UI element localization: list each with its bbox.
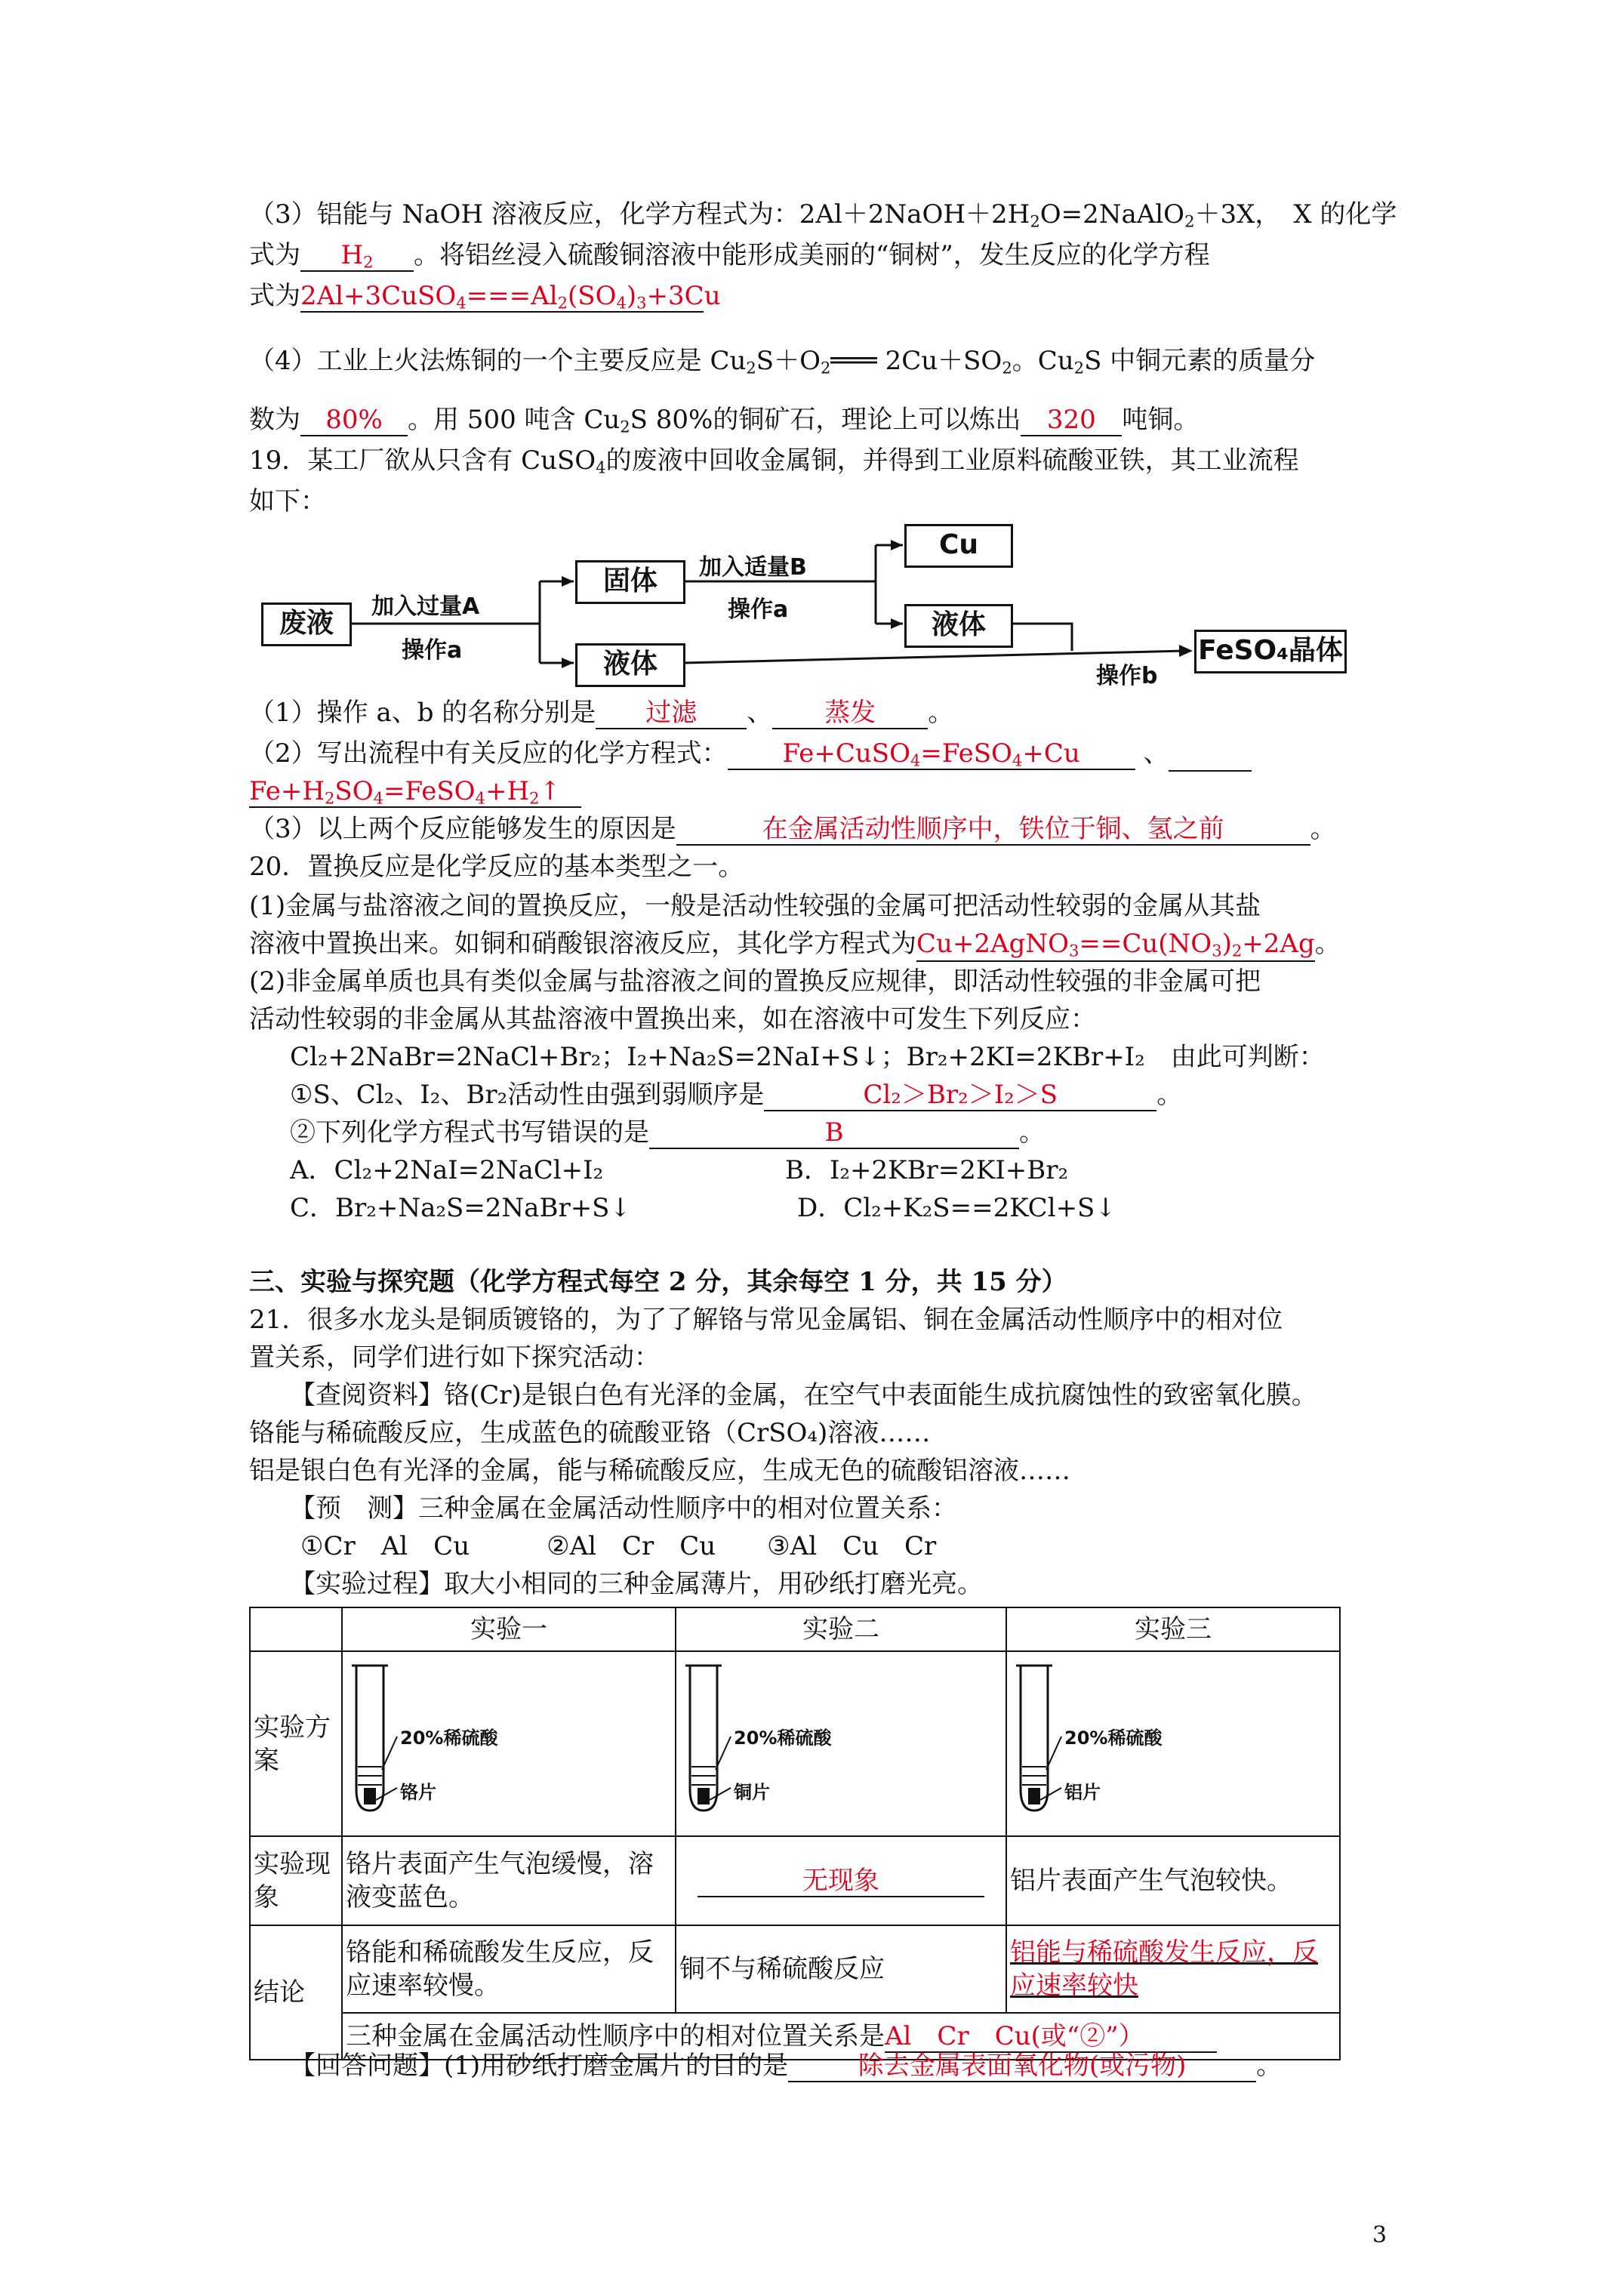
answer-blank: $H_2$ <box>300 240 414 272</box>
conclusion-1: 铬能和稀硫酸发生反应，反应速率较慢。 <box>342 1925 676 2013</box>
flow-op-a-label: 操作a <box>402 637 463 664</box>
answer-blank: 蒸发 <box>772 698 928 729</box>
answer-blank: B <box>649 1117 1019 1149</box>
row-label-plan: 实验方案 <box>250 1651 342 1836</box>
answer-blank: $Cu+2AgNO_3==Cu(NO_3)_2+2Ag$ <box>916 927 1315 962</box>
flow-add-a-label: 加入过量A <box>371 593 480 620</box>
answer-blank: Cl₂＞Br₂＞I₂＞S <box>764 1080 1156 1111</box>
flow-liquid-box: 液体 <box>575 643 685 687</box>
q20-p1-line1: (1)金属与盐溶液之间的置换反应，一般是活动性较强的金属可把活动性较弱的金属从其盐 <box>249 891 1261 921</box>
conclusion-2: 铜不与稀硫酸反应 <box>676 1925 1006 2013</box>
flow-op-a-label: 操作a <box>728 596 789 623</box>
q20-option-d: D．Cl₂+K₂S==2KCl+S↓ <box>797 1193 1116 1223</box>
section-3-title: 三、实验与探究题（化学方程式每空 2 分，其余每空 1 分，共 15 分） <box>249 1267 1067 1297</box>
table-header: 实验三 <box>1006 1607 1340 1651</box>
answer-blank: $2Al+3CuSO_4===Al_2(SO_4)_3+3Cu$ <box>300 281 721 313</box>
observation-1: 铬片表面产生气泡缓慢，溶液变蓝色。 <box>342 1836 676 1925</box>
q20-q2: ②下列化学方程式书写错误的是 B 。 <box>290 1117 1045 1148</box>
q21-process: 【实验过程】取大小相同的三种金属薄片，用砂纸打磨光亮。 <box>290 1569 983 1599</box>
q20-q1: ①S、Cl₂、I₂、Br₂活动性由强到弱顺序是 Cl₂＞Br₂＞I₂＞S 。 <box>290 1080 1183 1110</box>
test-tube-icon <box>346 1663 399 1814</box>
q19-line1: 19．某工厂欲从只含有 CuSO$_4$的废液中回收金属铜，并得到工业原料硫酸亚铁，其工业流程 <box>249 445 1299 477</box>
answer-blank: 320 <box>1021 405 1122 436</box>
observation-3: 铝片表面产生气泡较快。 <box>1006 1836 1340 1925</box>
q21-line1: 21．很多水龙头是铜质镀铬的，为了了解铬与常见金属铝、铜在金属活动性顺序中的相对位 <box>249 1305 1283 1335</box>
answer-blank: 除去金属表面氧化物(或污物) <box>788 2051 1256 2082</box>
q21-line2: 置关系，同学们进行如下探究活动： <box>249 1342 660 1373</box>
table-corner <box>250 1607 342 1651</box>
table-header: 实验一 <box>342 1607 676 1651</box>
q19-s2-cont <box>249 775 581 808</box>
test-tube-diagram <box>1006 1651 1340 1836</box>
experiment-table <box>249 1607 1341 2060</box>
q19-s1: （1）操作 a、b 的名称分别是 过滤 、 蒸发 。 <box>249 698 954 728</box>
test-tube-diagram <box>676 1651 1006 1836</box>
q21-info-line1: 【查阅资料】铬(Cr)是银白色有光泽的金属，在空气中表面能生成抗腐蚀性的致密氧化膜。 <box>290 1380 1317 1410</box>
q20-option-c: C．Br₂+Na₂S=2NaBr+S↓ <box>290 1193 631 1223</box>
metal-label: 铝片 <box>1064 1782 1101 1803</box>
observation-2: 无现象 <box>676 1836 1006 1925</box>
flow-cu-box: Cu <box>904 524 1013 568</box>
test-tube-icon <box>1010 1663 1063 1814</box>
q18-p4-line1: （4）工业上火法炼铜的一个主要反应是 $Cu_2S+O_2═══$ $2Cu+SO_2$。$Cu_2S$ 中铜元素的质量分 <box>249 346 1316 378</box>
q18-p3-line2: 式为 $H_2$ 。将铝丝浸入硫酸铜溶液中能形成美丽的“铜树”，发生反应的化学方程 <box>249 240 1210 272</box>
page-number: 3 <box>1372 2222 1387 2248</box>
flow-solid-box: 固体 <box>575 560 685 604</box>
q20-p2-line2: 活动性较弱的非金属从其盐溶液中置换出来，如在溶液中可发生下列反应： <box>249 1004 1096 1034</box>
acid-label: 20%稀硫酸 <box>1064 1727 1163 1749</box>
answer-blank: 过滤 <box>596 698 747 729</box>
q21-info-line2: 铬能与稀硫酸反应，生成蓝色的硫酸亚铬（CrSO₄)溶液…… <box>249 1418 931 1448</box>
q18-p4-line2: 数为 80% 。用 500 吨含 $Cu_2S$ 80%的铜矿石，理论上可以炼出 320 吨铜。 <box>249 405 1200 436</box>
test-tube-diagram <box>342 1651 676 1836</box>
q19-line2: 如下： <box>249 486 326 516</box>
test-tube-icon <box>679 1663 732 1814</box>
q19-s3: （3）以上两个反应能够发生的原因是 在金属活动性顺序中，铁位于铜、氢之前 。 <box>249 814 1336 844</box>
metal-label: 铜片 <box>734 1782 770 1803</box>
q20-option-b: B．I₂+2KBr=2KI+Br₂ <box>785 1155 1069 1185</box>
flow-liquid-box-2: 液体 <box>904 604 1013 648</box>
q20-p2-line1: (2)非金属单质也具有类似金属与盐溶液之间的置换反应规律，即活动性较强的非金属可把 <box>249 966 1261 997</box>
answer-blank: 80% <box>300 405 408 436</box>
q21-predict-options: ①Cr Al Cu ②Al Cr Cu ③Al Cu Cr <box>300 1531 937 1561</box>
q20-title: 20．置换反应是化学反应的基本类型之一。 <box>249 852 744 882</box>
final-conclusion: 三种金属在金属活动性顺序中的相对位置关系是Al Cr Cu(或“②”） <box>342 2013 1340 2060</box>
acid-label: 20%稀硫酸 <box>734 1727 832 1749</box>
flow-op-b-label: 操作b <box>1096 663 1158 689</box>
row-label-observation: 实验现象 <box>250 1836 342 1925</box>
q20-option-a: A．Cl₂+2NaI=2NaCl+I₂ <box>290 1155 604 1185</box>
row-label-conclusion: 结论 <box>250 1925 342 2060</box>
answer-blank: $Fe+H_2SO_4=FeSO_4+H_2↑$ <box>249 776 581 808</box>
q21-predict: 【预 测】三种金属在金属活动性顺序中的相对位置关系： <box>290 1493 957 1524</box>
process-flow-lines <box>0 0 1623 725</box>
flow-waste-box: 废液 <box>261 603 352 646</box>
table-header: 实验二 <box>676 1607 1006 1651</box>
conclusion-3: 铝能与稀硫酸发生反应，反应速率较快 <box>1006 1925 1340 2013</box>
metal-label: 铬片 <box>400 1782 436 1803</box>
answer-blank: 在金属活动性顺序中，铁位于铜、氢之前 <box>676 814 1310 846</box>
flow-add-b-label: 加入适量B <box>699 554 807 581</box>
acid-label: 20%稀硫酸 <box>400 1727 498 1749</box>
answer-blank: Fe+CuSO$_4$=FeSO$_4$+Cu <box>728 738 1135 770</box>
flow-feso4-box: FeSO₄晶体 <box>1194 630 1347 673</box>
q18-p3-line3: 式为$2Al+3CuSO_4===Al_2(SO_4)_3+3Cu$ <box>249 281 721 313</box>
q18-p3-line1: （3）铝能与 NaOH 溶液反应，化学方程式为：$2Al+2NaOH+2H_2O=2NaAlO_2+3X$， X 的化学 <box>249 199 1397 231</box>
q21-info-line3: 铝是银白色有光泽的金属，能与稀硫酸反应，生成无色的硫酸铝溶液…… <box>249 1456 1070 1486</box>
q20-equations: Cl₂+2NaBr=2NaCl+Br₂；I₂+Na₂S=2NaI+S↓；Br₂+2KI=2KBr+I₂ 由此可判断： <box>290 1042 1325 1072</box>
q21-answer-1: 【回答问题】(1)用砂纸打磨金属片的目的是 除去金属表面氧化物(或污物) 。 <box>290 2051 1283 2081</box>
q20-p1-line2: 溶液中置换出来。如铜和硝酸银溶液反应，其化学方程式为$Cu+2AgNO_3==Cu(NO_3)_2+2Ag$。 <box>249 927 1341 962</box>
q19-s2: （2）写出流程中有关反应的化学方程式： Fe+CuSO$_4$=FeSO$_4$+Cu 、 <box>249 737 1252 772</box>
